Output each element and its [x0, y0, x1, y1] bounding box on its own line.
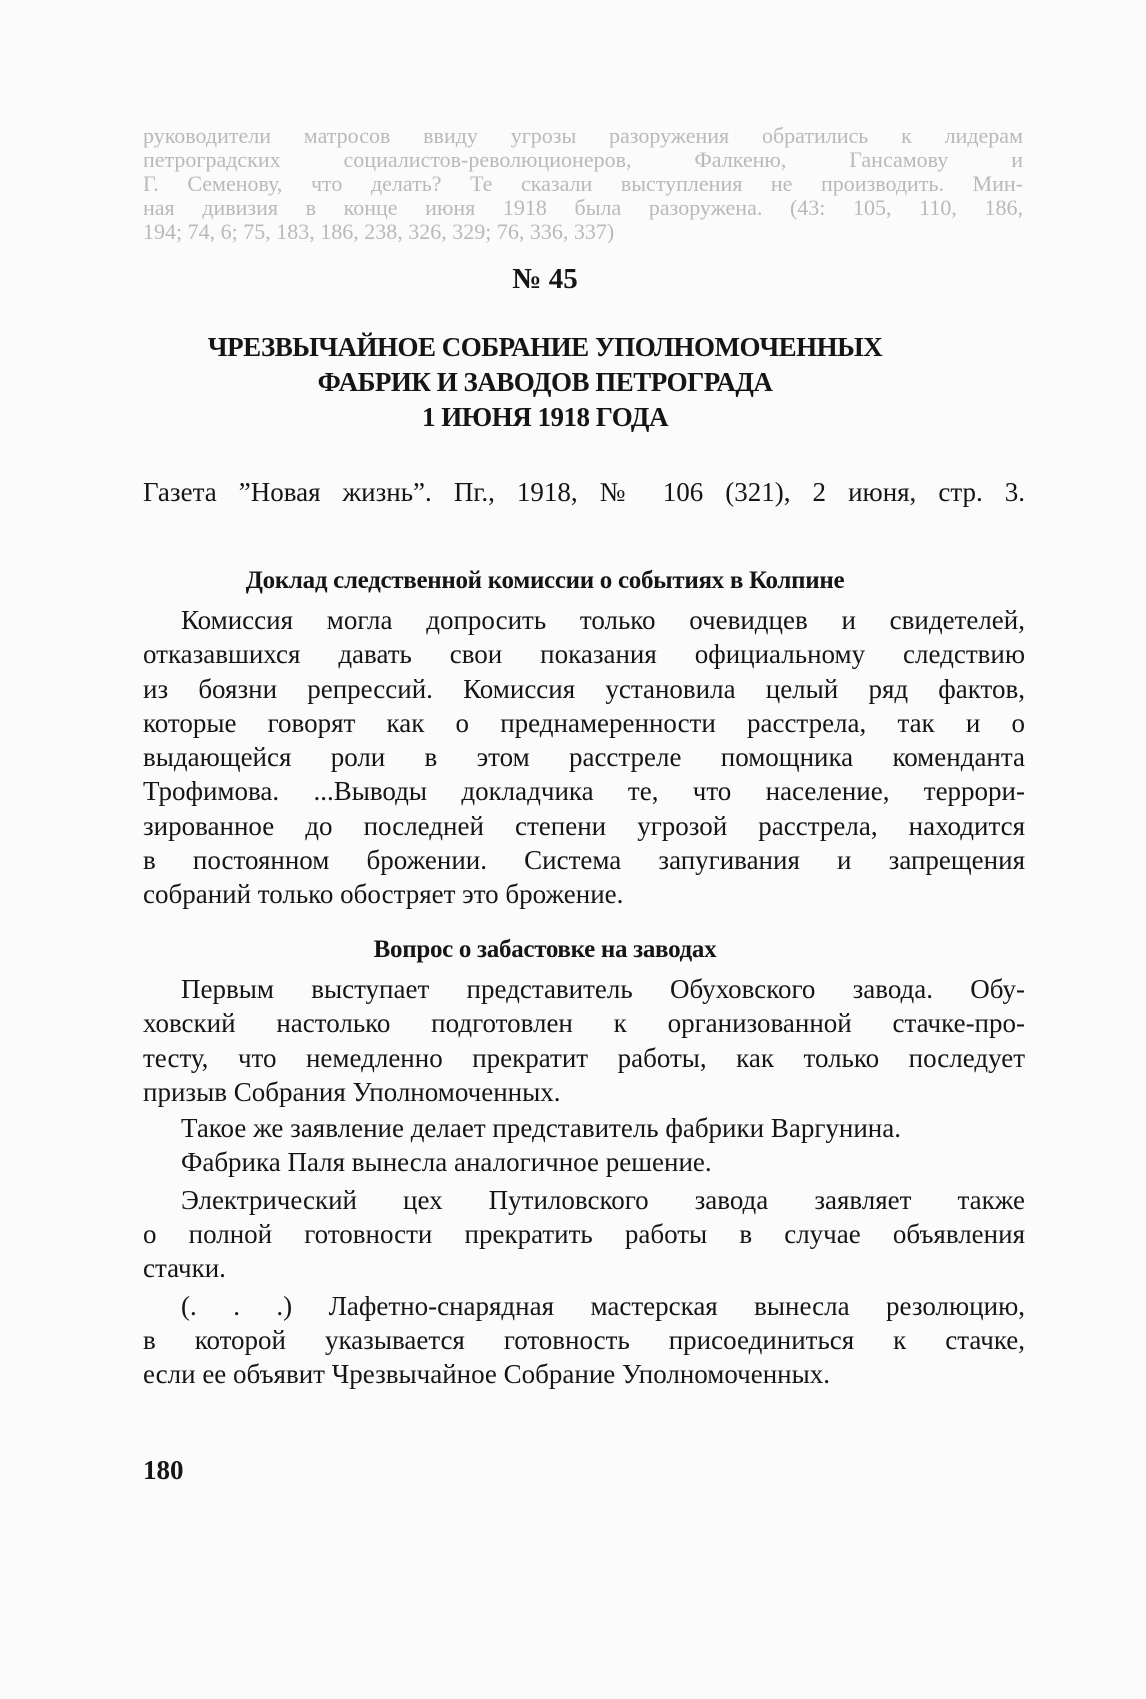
text-line: выдающейся роли в этом расстреле помощника коменданта	[143, 742, 1025, 773]
text-line: Первым выступает представитель Обуховского завода. Обу-	[181, 974, 1025, 1004]
bleed-through-text	[143, 124, 1023, 244]
text-line: Комиссия могла допросить только очевидцев и свидетелей,	[181, 605, 1025, 635]
text-line: Фабрика Паля вынесла аналогичное решение.	[181, 1147, 712, 1178]
text-line: Электрический цех Путиловского завода заявляет также	[181, 1184, 1025, 1215]
source-citation: Газета ”Новая жизнь”. Пг., 1918, № 106 (321), 2 июня, стр. 3.	[143, 477, 1025, 507]
bleed-line: петроградских социалистов-революционеров, Фалкеню, Гансамову и	[143, 148, 1023, 172]
text-line: призыв Собрания Уполномоченных.	[143, 1076, 561, 1107]
section-strike-body	[143, 972, 1025, 1392]
text-line: о полной готовности прекратить работы в случае объявления	[143, 1219, 1025, 1250]
text-line: в постоянном брожении. Система запугивания и запрещения	[143, 845, 1025, 876]
text-line: отказавшихся давать свои показания официальному следствию	[143, 639, 1025, 670]
section-heading-strike: Вопрос о забастовке на заводах	[373, 936, 717, 963]
page-number: 180	[143, 1455, 184, 1485]
paragraph-commission-report	[143, 603, 1025, 912]
section-heading-kolpino: Доклад следственной комиссии о событиях в Колпине	[245, 567, 845, 594]
bleed-line: Г. Семенову, что делать? Те сказали выступления не производить. Мин-	[143, 172, 1023, 196]
title-line: 1 ИЮНЯ 1918 ГОДА	[422, 402, 668, 432]
document-number: № 45	[512, 263, 578, 295]
text-line: собраний только обостряет это брожение.	[143, 879, 624, 910]
bleed-line: 194; 74, 6; 75, 183, 186, 238, 326, 329; 76, 336, 337)	[143, 220, 615, 244]
text-line: тесту, что немедленно прекратит работы, как только последует	[143, 1042, 1025, 1073]
text-line: стачки.	[143, 1253, 226, 1284]
text-line: Трофимова. ...Выводы докладчика те, что население, террори-	[143, 776, 1025, 807]
text-line: в которой указывается готовность присоединиться к стачке,	[143, 1324, 1025, 1355]
text-line: которые говорят как о преднамеренности расстрела, так и о	[143, 707, 1025, 738]
text-line: (. . .) Лафетно-снарядная мастерская вынесла резолюцию,	[181, 1290, 1025, 1321]
text-line: если ее объявит Чрезвычайное Собрание Уполномоченных.	[143, 1359, 831, 1390]
title-line: ЧРЕЗВЫЧАЙНОЕ СОБРАНИЕ УПОЛНОМОЧЕННЫХ	[207, 332, 883, 362]
document-title	[100, 330, 990, 435]
bleed-line: ная дивизия в конце июня 1918 была разоружена. (43: 105, 110, 186,	[143, 196, 1023, 220]
title-line: ФАБРИК И ЗАВОДОВ ПЕТРОГРАДА	[317, 367, 773, 397]
text-line: Такое же заявление делает представитель фабрики Варгунина.	[181, 1113, 901, 1144]
bleed-line: руководители матросов ввиду угрозы разоружения обратились к лидерам	[143, 124, 1023, 148]
text-line: из боязни репрессий. Комиссия установила целый ряд фактов,	[143, 673, 1025, 704]
text-line: зированное до последней степени угрозой расстрела, находится	[143, 810, 1025, 841]
text-line: ховский настолько подготовлен к организованной стачке-про-	[143, 1008, 1025, 1039]
